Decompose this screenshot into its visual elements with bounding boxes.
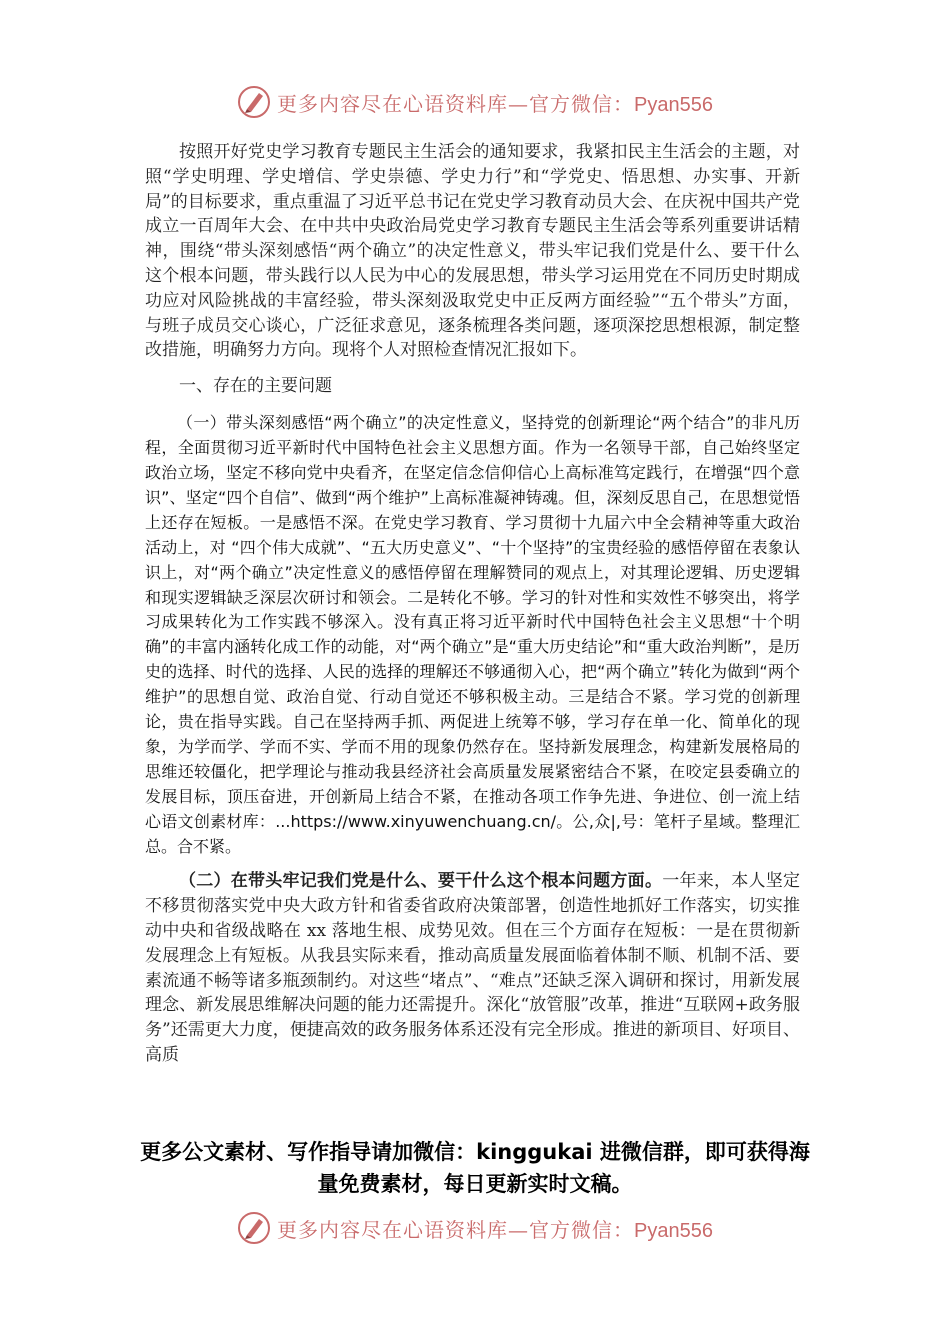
watermark-text: 更多内容尽在心语资料库—官方微信：Pyan556 [277,1217,713,1242]
section-2-body: 一年来，本人坚定不移贯彻落实党中央大政方针和省委省政府决策部署，创造性地抓好工作落实，切实推动中央和省级战略在 xx 落地生根、成势见效。但在三个方面存在短板：一是在贯彻新发展理念上有短板。从我县实际来看，推动高质量发展面临着体制不顺、机制不活、要素流通不畅等诸多瓶颈制约。对这些“堵点”、“难点”还缺乏深入调研和探讨，用新发展理念、新发展思维解决问题的能力还需提升。深化“放管服”改革，推进“互联网+政务服务”还需更大力度，便捷高效的政务服务体系还没有完全形成。推进的新项目、好项目、高质 [145,871,801,1066]
watermark-footer [0,1208,950,1248]
section-2-title: （二）在带头牢记我们党是什么、要干什么这个根本问题方面。 [179,871,663,892]
pen-logo-icon [237,1211,271,1245]
section-heading: 一、存在的主要问题 [179,376,332,397]
promo-banner: 更多公文素材、写作指导请加微信：kinggukai 进微信群，即可获得海量免费素材，每日更新实时文稿。 [140,1140,810,1196]
watermark-header [0,82,950,122]
intro-paragraph: 按照开好党史学习教育专题民主生活会的通知要求，我紧扣民主生活会的主题，对照“学史明理、学史增信、学史崇德、学史力行”和“学党史、悟思想、办实事、开新局”的目标要求，重点重温了习近平总书记在党史学习教育动员大会、在庆祝中国共产党成立一百周年大会、在中共中央政治局党史学习教育专题民主生活会等系列重要讲话精神，围绕“带头深刻感悟“两个确立”的决定性意义，带头牢记我们党是什么、要干什么这个根本问题，带头践行以人民为中心的发展思想，带头学习运用党在不同历史时期成功应对风险挑战的丰富经验，带头深刻汲取党史中正反两方面经验”“五个带头”方面，与班子成员交心谈心，广泛征求意见，逐条梳理各类问题，逐项深挖思想根源，制定整改措施，明确努力方向。现将个人对照检查情况汇报如下。 [145,142,800,361]
watermark-text: 更多内容尽在心语资料库—官方微信：Pyan556 [277,91,713,116]
document-body [145,140,800,1068]
section-1-paragraph: （一）带头深刻感悟“两个确立”的决定性意义，坚持党的创新理论“两个结合”的非凡历程，全面贯彻习近平新时代中国特色社会主义思想方面。作为一名领导干部，自己始终坚定政治立场，坚定不移向党中央看齐，在坚定信念信仰信心上高标准笃定践行，在增强“四个意识”、坚定“四个自信”、做到“两个维护”上高标准凝神铸魂。但，深刻反思自己，在思想觉悟上还存在短板。一是感悟不深。在党史学习教育、学习贯彻十九届六中全会精神等重大政治活动上，对 “四个伟大成就”、“五大历史意义”、“十个坚持”的宝贵经验的感悟停留在表象认识上，对“两个确立”决定性意义的感悟停留在理解赞同的观点上，对其理论逻辑、历史逻辑和现实逻辑缺乏深层次研讨和领会。二是转化不够。学习的针对性和实效性不够突出，将学习成果转化为工作实践不够深入。没有真正将习近平新时代中国特色社会主义思想“十个明确”的丰富内涵转化成工作的动能，对“两个确立”是“重大历史结论”和“重大政治判断”，是历史的选择、时代的选择、人民的选择的理解还不够通彻入心，把“两个确立”转化为做到“两个维护”的思想自觉、政治自觉、行动自觉还不够积极主动。三是结合不紧。学习党的创新理论，贵在指导实践。自己在坚持两手抓、两促进上统筹不够，学习存在单一化、简单化的现象，为学而学、学而不实、学而不用的现象仍然存在。坚持新发展理念，构建新发展格局的思维还较僵化，把学理论与推动我县经济社会高质量发展紧密结合不紧，在咬定县委确立的发展目标，顶压奋进，开创新局上结合不紧，在推动各项工作争先进、争进位、创一流上结心语文创素材库：...https://www.xinyuwenchuang.cn/。公,众|,号：笔杆子星域。整理汇总。合不紧。 [145,413,800,856]
pen-logo-icon [237,85,271,119]
section-2-paragraph [145,869,800,1067]
